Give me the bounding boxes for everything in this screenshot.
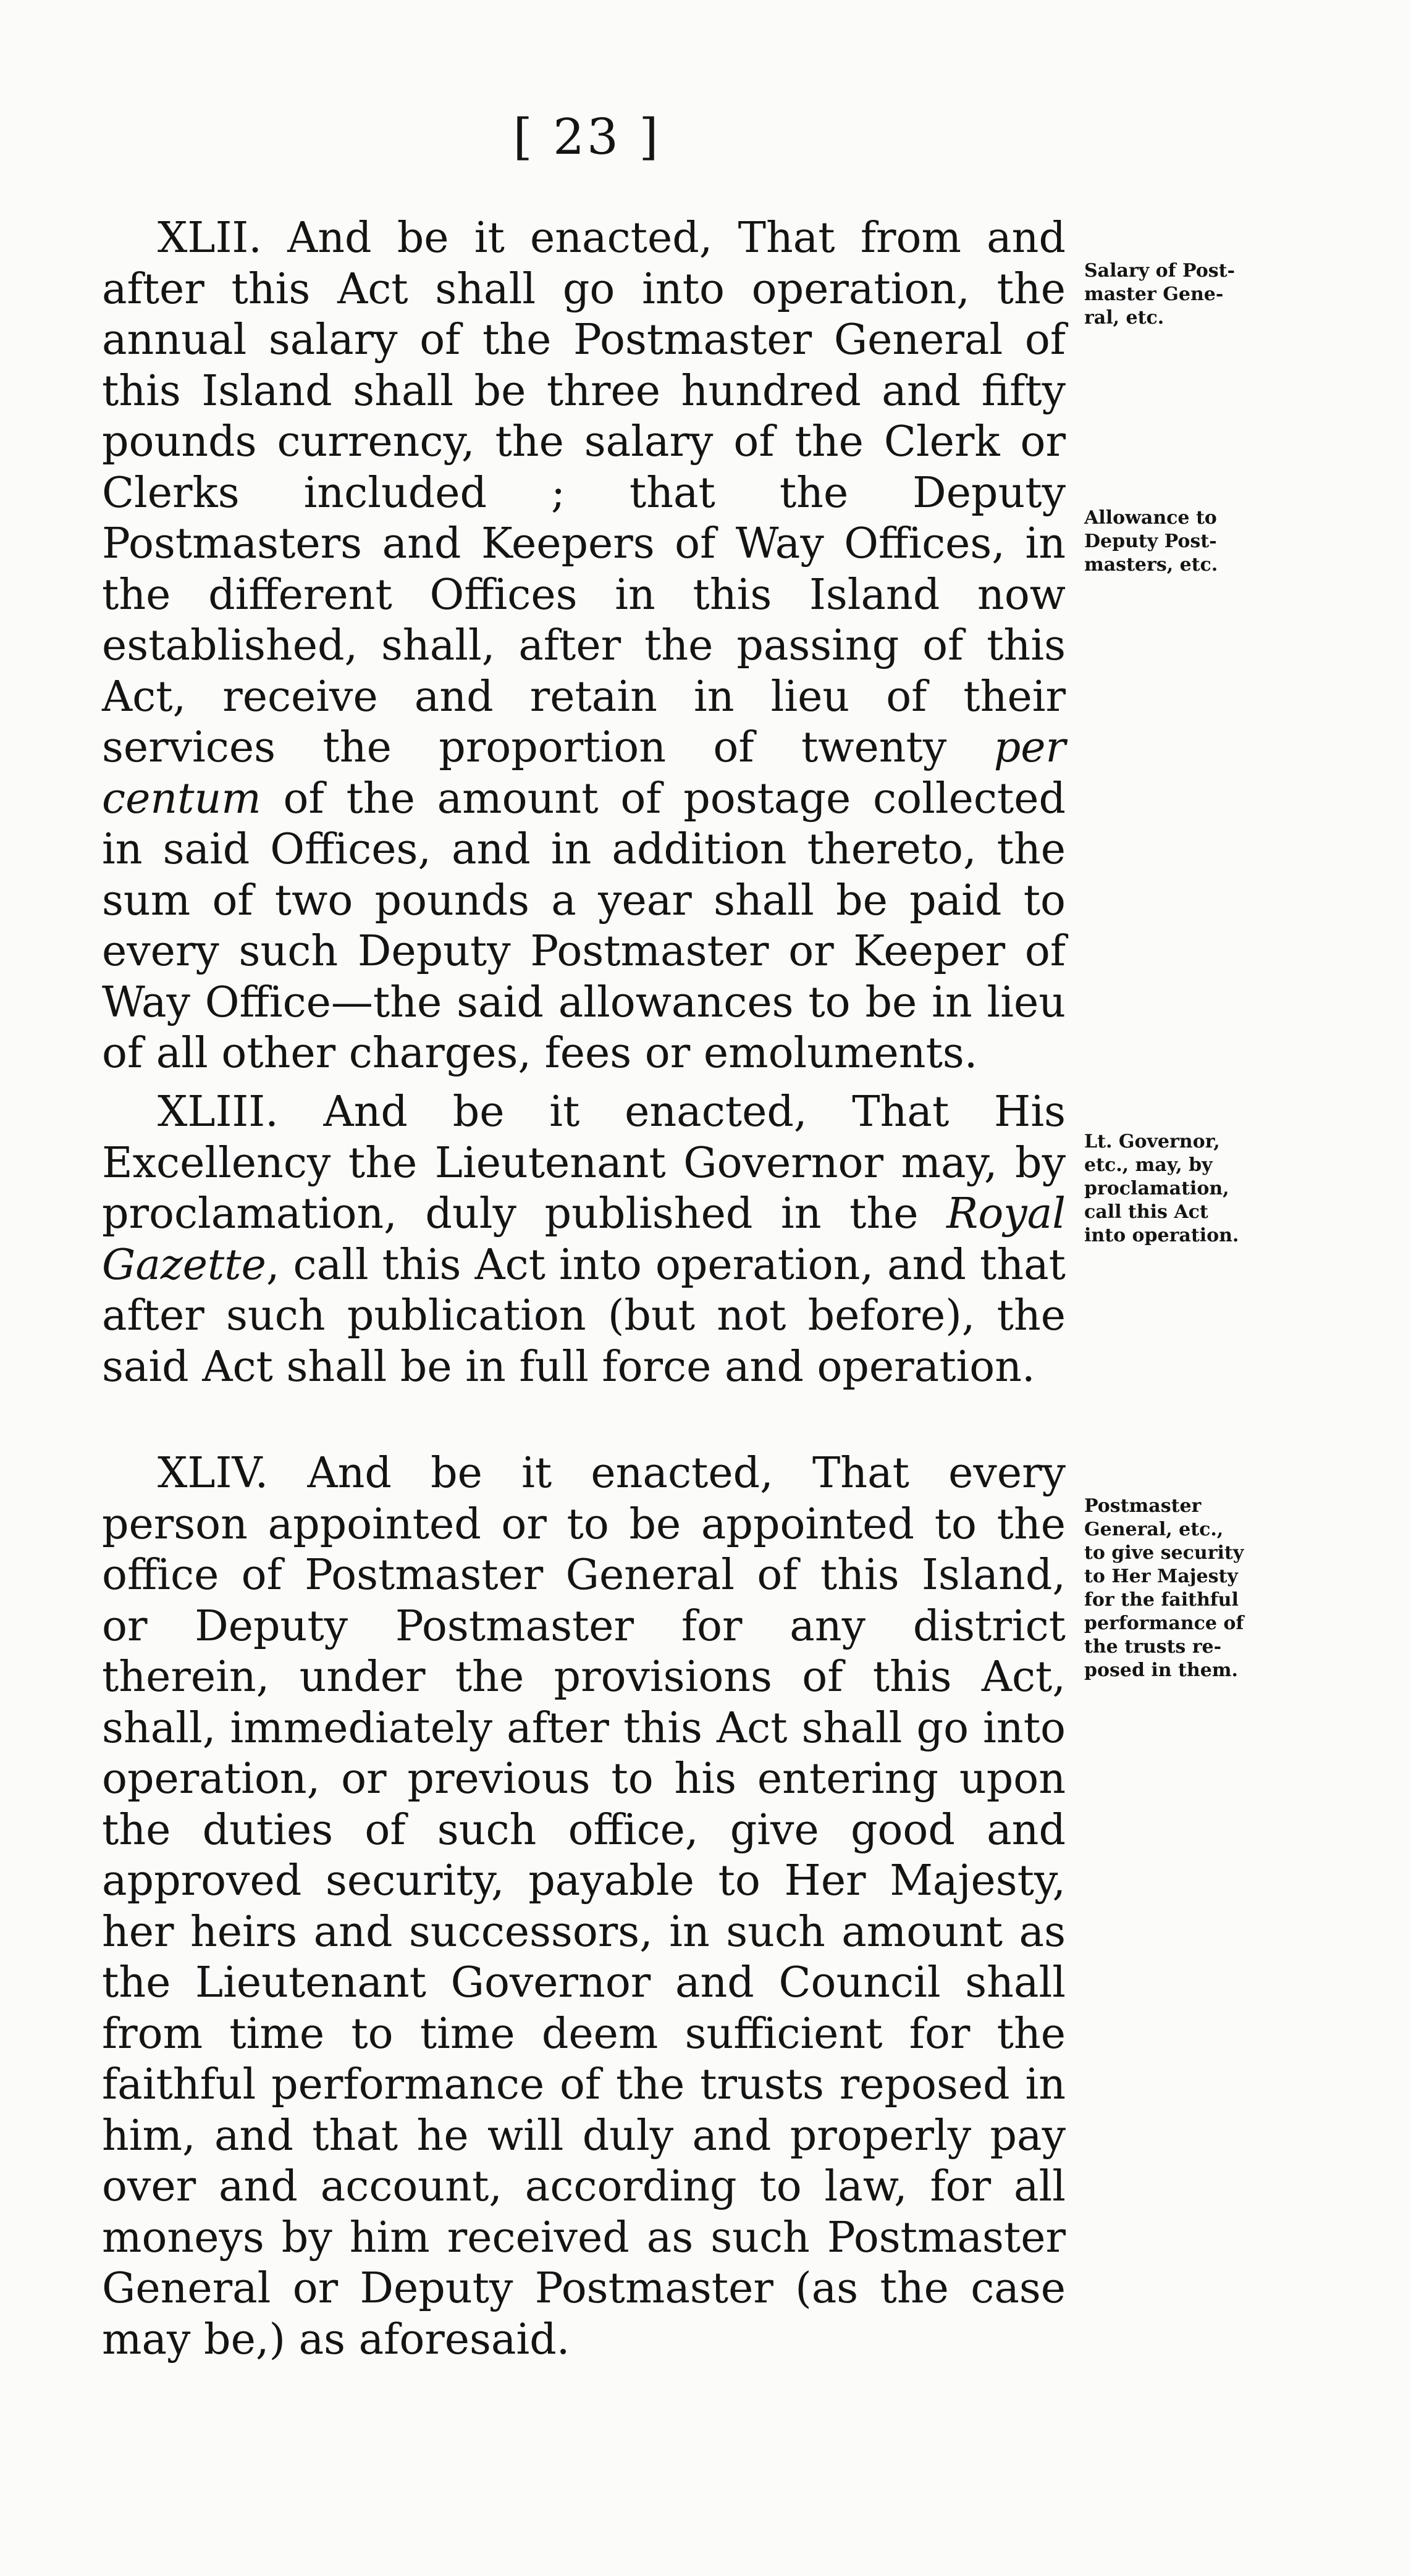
section-xliv <box>102 1448 1066 2365</box>
marginal-note-line: performance of <box>1084 1613 1244 1634</box>
marginal-note-line: into operation. <box>1084 1225 1239 1246</box>
marginal-note-allowance <box>1084 506 1291 577</box>
marginal-note-salary <box>1084 259 1291 330</box>
marginal-note-line: for the faithful <box>1084 1589 1239 1611</box>
marginal-note-line: to Her Majesty <box>1084 1566 1238 1587</box>
marginal-note-line: the trusts re- <box>1084 1636 1222 1658</box>
marginal-note-line: Allowance to <box>1084 507 1217 529</box>
marginal-note-line: Deputy Post- <box>1084 531 1217 552</box>
section-italic-term: per centum <box>102 723 1066 823</box>
section-numeral: XLII. <box>158 214 262 262</box>
marginal-note-line: proclamation, <box>1084 1178 1229 1199</box>
marginal-note-line: General, etc., <box>1084 1519 1224 1540</box>
section-text: of the amount of postage collected in said Offices, and in addition thereto, the sum of two pounds a year shall be paid to every such Deputy Postmaster or Keeper of Way Office—the said allowances to be in lieu of all other charges, fees or emoluments. <box>102 774 1066 1078</box>
section-numeral: XLIV. <box>158 1449 269 1498</box>
marginal-note-proclamation <box>1084 1130 1291 1248</box>
section-xlii <box>102 213 1066 1080</box>
section-text: , call this Act into operation, and that after such publication (but not before), the said Act shall be in full force and operation. <box>102 1240 1066 1391</box>
marginal-note-line: Postmaster <box>1084 1495 1202 1517</box>
marginal-note-line: ral, etc. <box>1084 307 1165 329</box>
section-text: And be it enacted, That every person appointed or to be appointed to the office of Postmaster General of this Island, or Deputy Postmaster for any district therein, under the provisions of this Act, shall, immediately after this Act shall go into operation, or previous to his entering upon the duties of such office, give good and approved security, payable to Her Majesty, her heirs and successors, in such amount as the Lieutenant Governor and Council shall from time to time deem sufficient for the faithful performance of the trusts reposed in him, and that he will duly and properly pay over and account, according to law, for all moneys by him received as such Postmaster General or Deputy Postmaster (as the case may be,) as aforesaid. <box>102 1449 1066 2364</box>
marginal-note-security <box>1084 1495 1291 1682</box>
marginal-note-line: masters, etc. <box>1084 554 1218 576</box>
section-text: And be it enacted, That from and after this Act shall go into operation, the annual salary of the Postmaster General of this Island shall be three hundred and fifty pounds currency, the salary of the Clerk or Clerks included ; that the Deputy Postmasters and Keepers of Way Offices, in the different Offices in this Island now established, shall, after the passing of this Act, receive and retain in lieu of their services the proportion of twenty <box>102 214 1066 772</box>
section-xliii <box>102 1087 1066 1393</box>
section-numeral: XLIII. <box>158 1088 279 1136</box>
marginal-note-line: call this Act <box>1084 1201 1208 1223</box>
page-number: [ 23 ] <box>513 108 661 166</box>
marginal-note-line: master Gene- <box>1084 283 1224 305</box>
section-text: And be it enacted, That His Excellency the Lieutenant Governor may, by proclamation, duly published in the <box>102 1088 1066 1238</box>
marginal-note-line: Lt. Governor, <box>1084 1131 1220 1152</box>
marginal-note-line: posed in them. <box>1084 1659 1238 1681</box>
marginal-note-line: etc., may, by <box>1084 1154 1213 1176</box>
marginal-note-line: Salary of Post- <box>1084 260 1235 282</box>
marginal-note-line: to give security <box>1084 1542 1244 1564</box>
section-italic-term: Royal Gazette <box>102 1189 1066 1290</box>
